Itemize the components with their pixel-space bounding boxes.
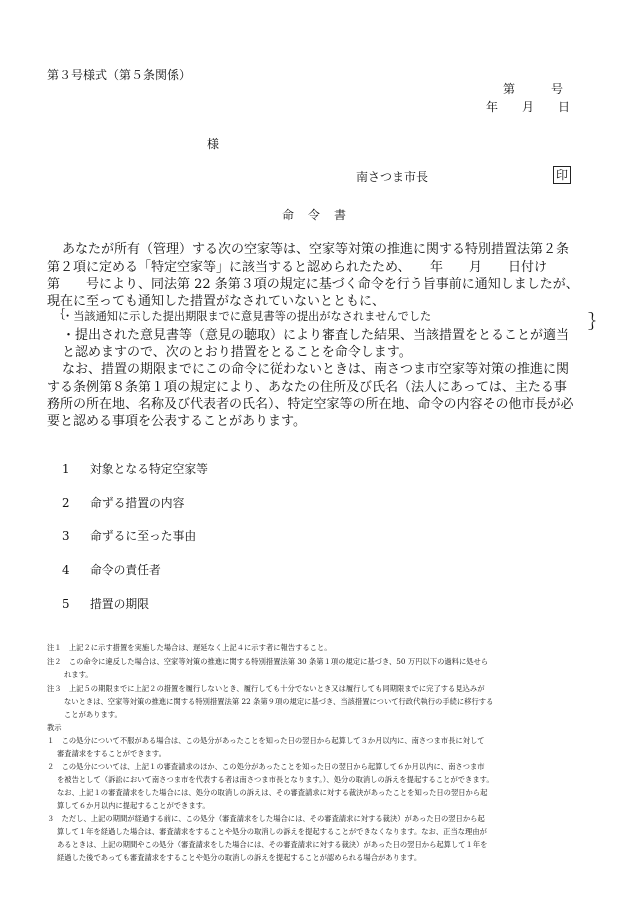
item-reason: 3 命ずるに至った事由 — [62, 529, 197, 543]
seal-mark — [553, 166, 571, 184]
instruction-2: ２ この処分については、上記１の審査請求のほか、この処分があったことを知った日の翌日から起算して６か月以内に、南さつま市 — [47, 762, 485, 771]
recipient-honorific: 様 — [207, 137, 220, 151]
body-line: と認めますので、次のとおり措置をとることを命令します。 — [62, 345, 412, 360]
issuer-name: 南さつま市長 — [356, 170, 429, 184]
seal-text: 印 — [553, 166, 571, 184]
body-line: あなたが所有（管理）する次の空家等は、空家等対策の推進に関する特別措置法第２条 — [62, 242, 570, 257]
form-title: 第３号様式（第５条関係） — [47, 68, 192, 82]
item-target: 1 対象となる特定空家等 — [62, 462, 208, 476]
option-close-bracket: ｝ — [588, 312, 606, 333]
body-line: する条例第８条第１項の規定により、あなたの住所及び氏名（法人にあっては、主たる事 — [47, 380, 567, 395]
instruction-heading: 教示 — [47, 723, 62, 732]
option-open-bracket: ｛ — [54, 308, 66, 321]
body-line: 第 号により、同法第 22 条第３項の規定に基づく命令を行う旨事前に通知しましたが、 — [47, 277, 579, 292]
note-3-cont: ないときは、空家等対策の推進に関する特別措置法第 22 条第９項の規定に基づき、当該措置について行政代執行の手続に移行する — [64, 697, 494, 706]
body-line: 務所の所在地、名称及び代表者の氏名）、特定空家等の所在地、命令の内容その他市長が必 — [47, 397, 574, 412]
item-measures: 2 命ずる措置の内容 — [62, 496, 185, 510]
instruction-2-cont: を被告として（訴訟において南さつま市を代表する者は南さつま市長となります。）、処分の取消しの訴えを提起することができます。 — [57, 775, 494, 784]
instruction-3: ３ ただし、上記の期間が経過する前に、この処分（審査請求をした場合には、その審査請求に対する裁決）があった日の翌日から起 — [47, 814, 485, 823]
note-2: 注２ この命令に違反した場合は、空家等対策の推進に関する特別措置法第 30 条第１項の規定に基づき、50 万円以下の過料に処せら — [47, 657, 489, 666]
instruction-1-cont: 審査請求をすることができます。 — [57, 749, 166, 758]
option-reviewed: ・提出された意見書等（意見の聴取）により審査した結果、当該措置をとることが適当 — [62, 328, 570, 343]
item-deadline: 5 措置の期限 — [62, 597, 149, 611]
instruction-2-cont: 算して６か月以内に提起することができます。 — [57, 801, 210, 810]
issue-date: 年 月 日 — [486, 100, 571, 114]
instruction-2-cont: なお、上記１の審査請求をした場合には、処分の取消しの訴えは、その審査請求に対する裁決があったことを知った日の翌日から起 — [57, 788, 488, 797]
instruction-3-cont: 算して１年を経過した場合は、審査請求をすることや処分の取消しの訴えを提起することができなくなります。なお、正当な理由が — [57, 827, 487, 836]
document-number: 第 号 — [503, 82, 564, 96]
item-responsible: 4 命令の責任者 — [62, 563, 161, 577]
note-2-cont: れます。 — [64, 670, 93, 679]
option-no-submission: ・当該通知に示した提出期限までに意見書等の提出がなされませんでした — [62, 310, 432, 323]
note-3-cont: ことがあります。 — [64, 710, 122, 719]
instruction-3-cont: あるときは、上記の期間やこの処分（審査請求をした場合には、その審査請求に対する裁決）があった日の翌日から起算して１年を — [57, 840, 488, 849]
instruction-1: １ この処分について不服がある場合は、この処分があったことを知った日の翌日から起算して３か月以内に、南さつま市長に対して — [47, 736, 485, 745]
instruction-3-cont: 経過した後であっても審査請求をすることや処分の取消しの訴えを提起することが認められる場合があります。 — [57, 853, 422, 862]
body-line: 現在に至っても通知した措置がなされていないとともに、 — [47, 294, 386, 309]
document-title: 命 令 書 — [282, 208, 348, 222]
note-1: 注１ 上記２に示す措置を実施した場合は、遅延なく上記４に示す者に報告すること。 — [47, 643, 332, 652]
note-3: 注３ 上記５の期限までに上記２の措置を履行しないとき、履行しても十分でないとき又は履行しても同期限までに完了する見込みが — [47, 684, 485, 693]
body-line: なお、措置の期限までにこの命令に従わないときは、南さつま市空家等対策の推進に関 — [62, 362, 570, 377]
body-line: 第２項に定める「特定空家等」に該当すると認められたため、 年 月 日付け — [47, 260, 547, 275]
body-line: 要と認める事項を公表することがあります。 — [47, 414, 306, 429]
